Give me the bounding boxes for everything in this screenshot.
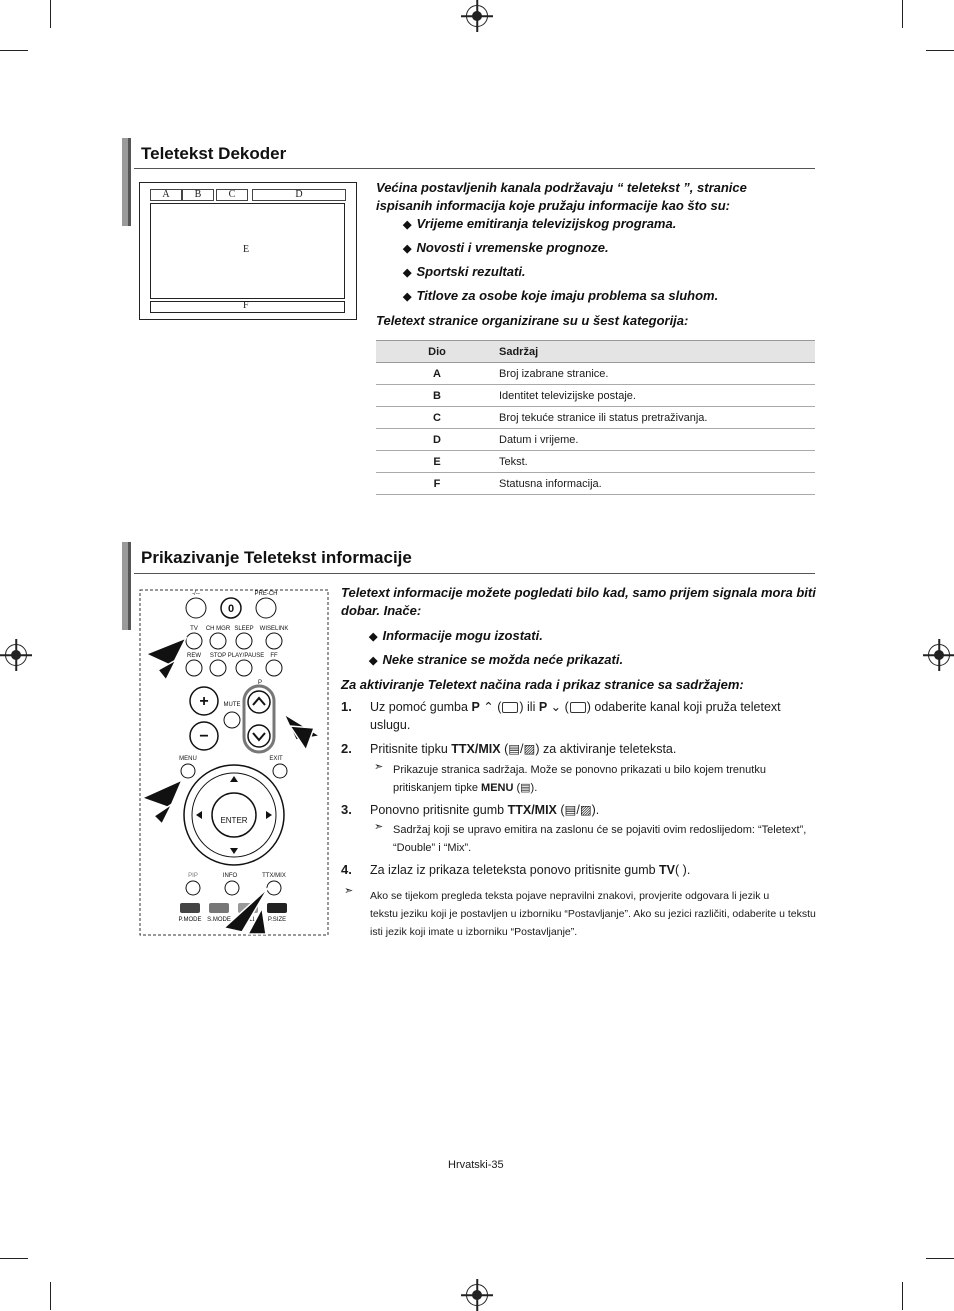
- remote-label: WISELINK: [259, 626, 289, 632]
- diagram-label-e: E: [243, 244, 250, 255]
- remote-control-illustration: [138, 588, 330, 938]
- table-cell: F: [376, 473, 498, 495]
- table-row: [376, 407, 815, 429]
- remote-label: P: [257, 680, 263, 686]
- diagram-label-c: C: [216, 189, 248, 201]
- page-footer: Hrvatski-35: [448, 1159, 504, 1171]
- section-accent-bar: [122, 138, 131, 226]
- trim-mark: [0, 50, 28, 51]
- bullet-item: ◆ Neke stranice se možda neće prikazati.: [369, 652, 624, 667]
- diamond-bullet-icon: ◆: [403, 243, 412, 255]
- trim-mark: [902, 1282, 903, 1310]
- section-title: Prikazivanje Teletekst informacije: [141, 548, 412, 567]
- diamond-bullet-icon: ◆: [369, 655, 378, 667]
- diagram-label-d: D: [252, 189, 346, 201]
- remote-label: −: [199, 728, 209, 745]
- final-note-line: tekstu jeziku koji je postavljen u izborniku “Postavljanje”. Ako su jezici različiti, odaberite u tekstu: [370, 908, 816, 920]
- table-cell: C: [376, 407, 498, 429]
- teletext-screen-diagram: [139, 182, 357, 320]
- final-note-line: isti jezik koji imate u izborniku “Postavljanje”.: [370, 926, 578, 938]
- step-note: Prikazuje stranica sadržaja. Može se ponovno prikazati u bilo kojem trenutku: [393, 764, 766, 776]
- note-arrow-icon: ➣: [374, 821, 384, 833]
- table-row: [376, 363, 815, 385]
- remote-label: S.MODE: [207, 917, 231, 923]
- section1-intro: Većina postavljenih kanala podržavaju “ teletekst ”, stranice ispisanih informacija koje pružaju informacije kao što su:: [376, 180, 747, 213]
- remote-label: P.MODE: [178, 917, 202, 923]
- remote-label: TTX/MIX: [262, 873, 286, 879]
- channel-up-icon: [502, 702, 518, 713]
- step-text: Uz pomoć gumba P ⌃ ( ) ili P ⌄ ( ) odaberite kanal koji pruža teletext uslugu.: [370, 700, 781, 732]
- registration-mark-icon: [928, 644, 950, 666]
- table-row: [376, 451, 815, 473]
- step-note: “Double” i “Mix”.: [393, 842, 472, 854]
- diagram-label-f: F: [243, 300, 249, 311]
- diagram-status-line: [150, 301, 345, 313]
- table-header-cell: Sadržaj: [498, 341, 815, 363]
- remote-label: TV: [190, 626, 198, 632]
- note-arrow-icon: ➣: [374, 761, 384, 773]
- table-cell: Datum i vrijeme.: [498, 429, 815, 451]
- section-title: Teletekst Dekoder: [141, 144, 287, 163]
- remote-label: -/--: [192, 591, 200, 597]
- step-number: 1.: [341, 699, 352, 714]
- bullet-item: ◆ Sportski rezultati.: [403, 264, 526, 279]
- step-number: 3.: [341, 802, 352, 817]
- bullet-item: ◆ Novosti i vremenske prognoze.: [403, 240, 609, 255]
- diamond-bullet-icon: ◆: [403, 219, 412, 231]
- table-row: [376, 429, 815, 451]
- table-cell: Broj izabrane stranice.: [498, 363, 815, 385]
- chevron-down-icon: ⌄: [547, 700, 562, 714]
- table-cell: Identitet televizijske postaje.: [498, 385, 815, 407]
- section2-intro: Teletext informacije možete pogledati bilo kad, samo prijem signala mora biti dobar. Inače:: [341, 585, 816, 618]
- remote-label: MUTE: [223, 702, 241, 708]
- registration-mark-icon: [466, 1284, 488, 1306]
- table-cell: D: [376, 429, 498, 451]
- table-cell: Broj tekuće stranice ili status pretraživanja.: [498, 407, 815, 429]
- remote-label: INFO: [222, 873, 238, 879]
- registration-mark-icon: [5, 644, 27, 666]
- trim-mark: [926, 1258, 954, 1259]
- table-cell: Statusna informacija.: [498, 473, 815, 495]
- remote-label: EXIT: [269, 756, 283, 762]
- remote-label: SLEEP: [234, 626, 254, 632]
- table-header-cell: Dio: [376, 341, 498, 363]
- channel-down-icon: [570, 702, 586, 713]
- remote-label: 0: [227, 603, 235, 615]
- trim-mark: [926, 50, 954, 51]
- remote-label: MENU: [179, 756, 197, 762]
- table-cell: B: [376, 385, 498, 407]
- diagram-label-a: A: [150, 189, 182, 201]
- remote-label: PIP: [188, 873, 198, 879]
- remote-label: +: [199, 693, 209, 710]
- registration-mark-icon: [466, 5, 488, 27]
- table-header-row: [376, 341, 815, 363]
- remote-label: ENTER: [220, 816, 248, 825]
- diamond-bullet-icon: ◆: [403, 291, 412, 303]
- remote-label: PLAY/PAUSE: [227, 653, 265, 659]
- step-text: Ponovno pritisnite gumb TTX/MIX (▤/▨).: [370, 803, 600, 817]
- categories-intro: Teletext stranice organizirane su u šest kategorija:: [376, 313, 689, 328]
- remote-label: CH MGR: [205, 626, 231, 632]
- chevron-up-icon: ⌃: [479, 700, 494, 714]
- step-text: Za izlaz iz prikaza teleteksta ponovo pritisnite gumb TV( ).: [370, 863, 691, 877]
- step-number: 2.: [341, 741, 352, 756]
- remote-label: STOP: [209, 653, 227, 659]
- trim-mark: [50, 0, 51, 28]
- section-accent-bar: [122, 542, 131, 630]
- step-number: 4.: [341, 862, 352, 877]
- step-text: Pritisnite tipku TTX/MIX (▤/▨) za aktiviranje teleteksta.: [370, 742, 677, 756]
- table-cell: E: [376, 451, 498, 473]
- diamond-bullet-icon: ◆: [369, 631, 378, 643]
- diagram-label-b: B: [182, 189, 214, 201]
- remote-label: PRE-CH: [254, 591, 278, 597]
- section-rule: [134, 573, 815, 574]
- diamond-bullet-icon: ◆: [403, 267, 412, 279]
- final-note-line: Ako se tijekom pregleda teksta pojave nepravilni znakovi, provjerite odgovara li jezik u: [370, 890, 770, 902]
- remote-label: FF: [270, 653, 278, 659]
- trim-mark: [0, 1258, 28, 1259]
- trim-mark: [902, 0, 903, 28]
- activate-intro: Za aktiviranje Teletext načina rada i prikaz stranice sa sadržajem:: [341, 677, 744, 692]
- table-row: [376, 473, 815, 495]
- bullet-item: ◆ Informacije mogu izostati.: [369, 628, 543, 643]
- remote-label: REW: [187, 653, 201, 659]
- trim-mark: [50, 1282, 51, 1310]
- remote-label: P.SIZE: [267, 917, 287, 923]
- step-note: pritiskanjem tipke MENU (▤).: [393, 782, 538, 794]
- note-arrow-icon: ➣: [344, 885, 354, 897]
- categories-table: [376, 340, 815, 495]
- diagram-text-area: [150, 203, 345, 299]
- table-cell: A: [376, 363, 498, 385]
- section-rule: [134, 168, 815, 169]
- bullet-item: ◆ Titlove za osobe koje imaju problema sa sluhom.: [403, 288, 719, 303]
- bullet-item: ◆ Vrijeme emitiranja televizijskog programa.: [403, 216, 677, 231]
- table-row: [376, 385, 815, 407]
- table-cell: Tekst.: [498, 451, 815, 473]
- step-note: Sadržaj koji se upravo emitira na zaslonu će se pojaviti ovim redoslijedom: “Teletext”,: [393, 824, 807, 836]
